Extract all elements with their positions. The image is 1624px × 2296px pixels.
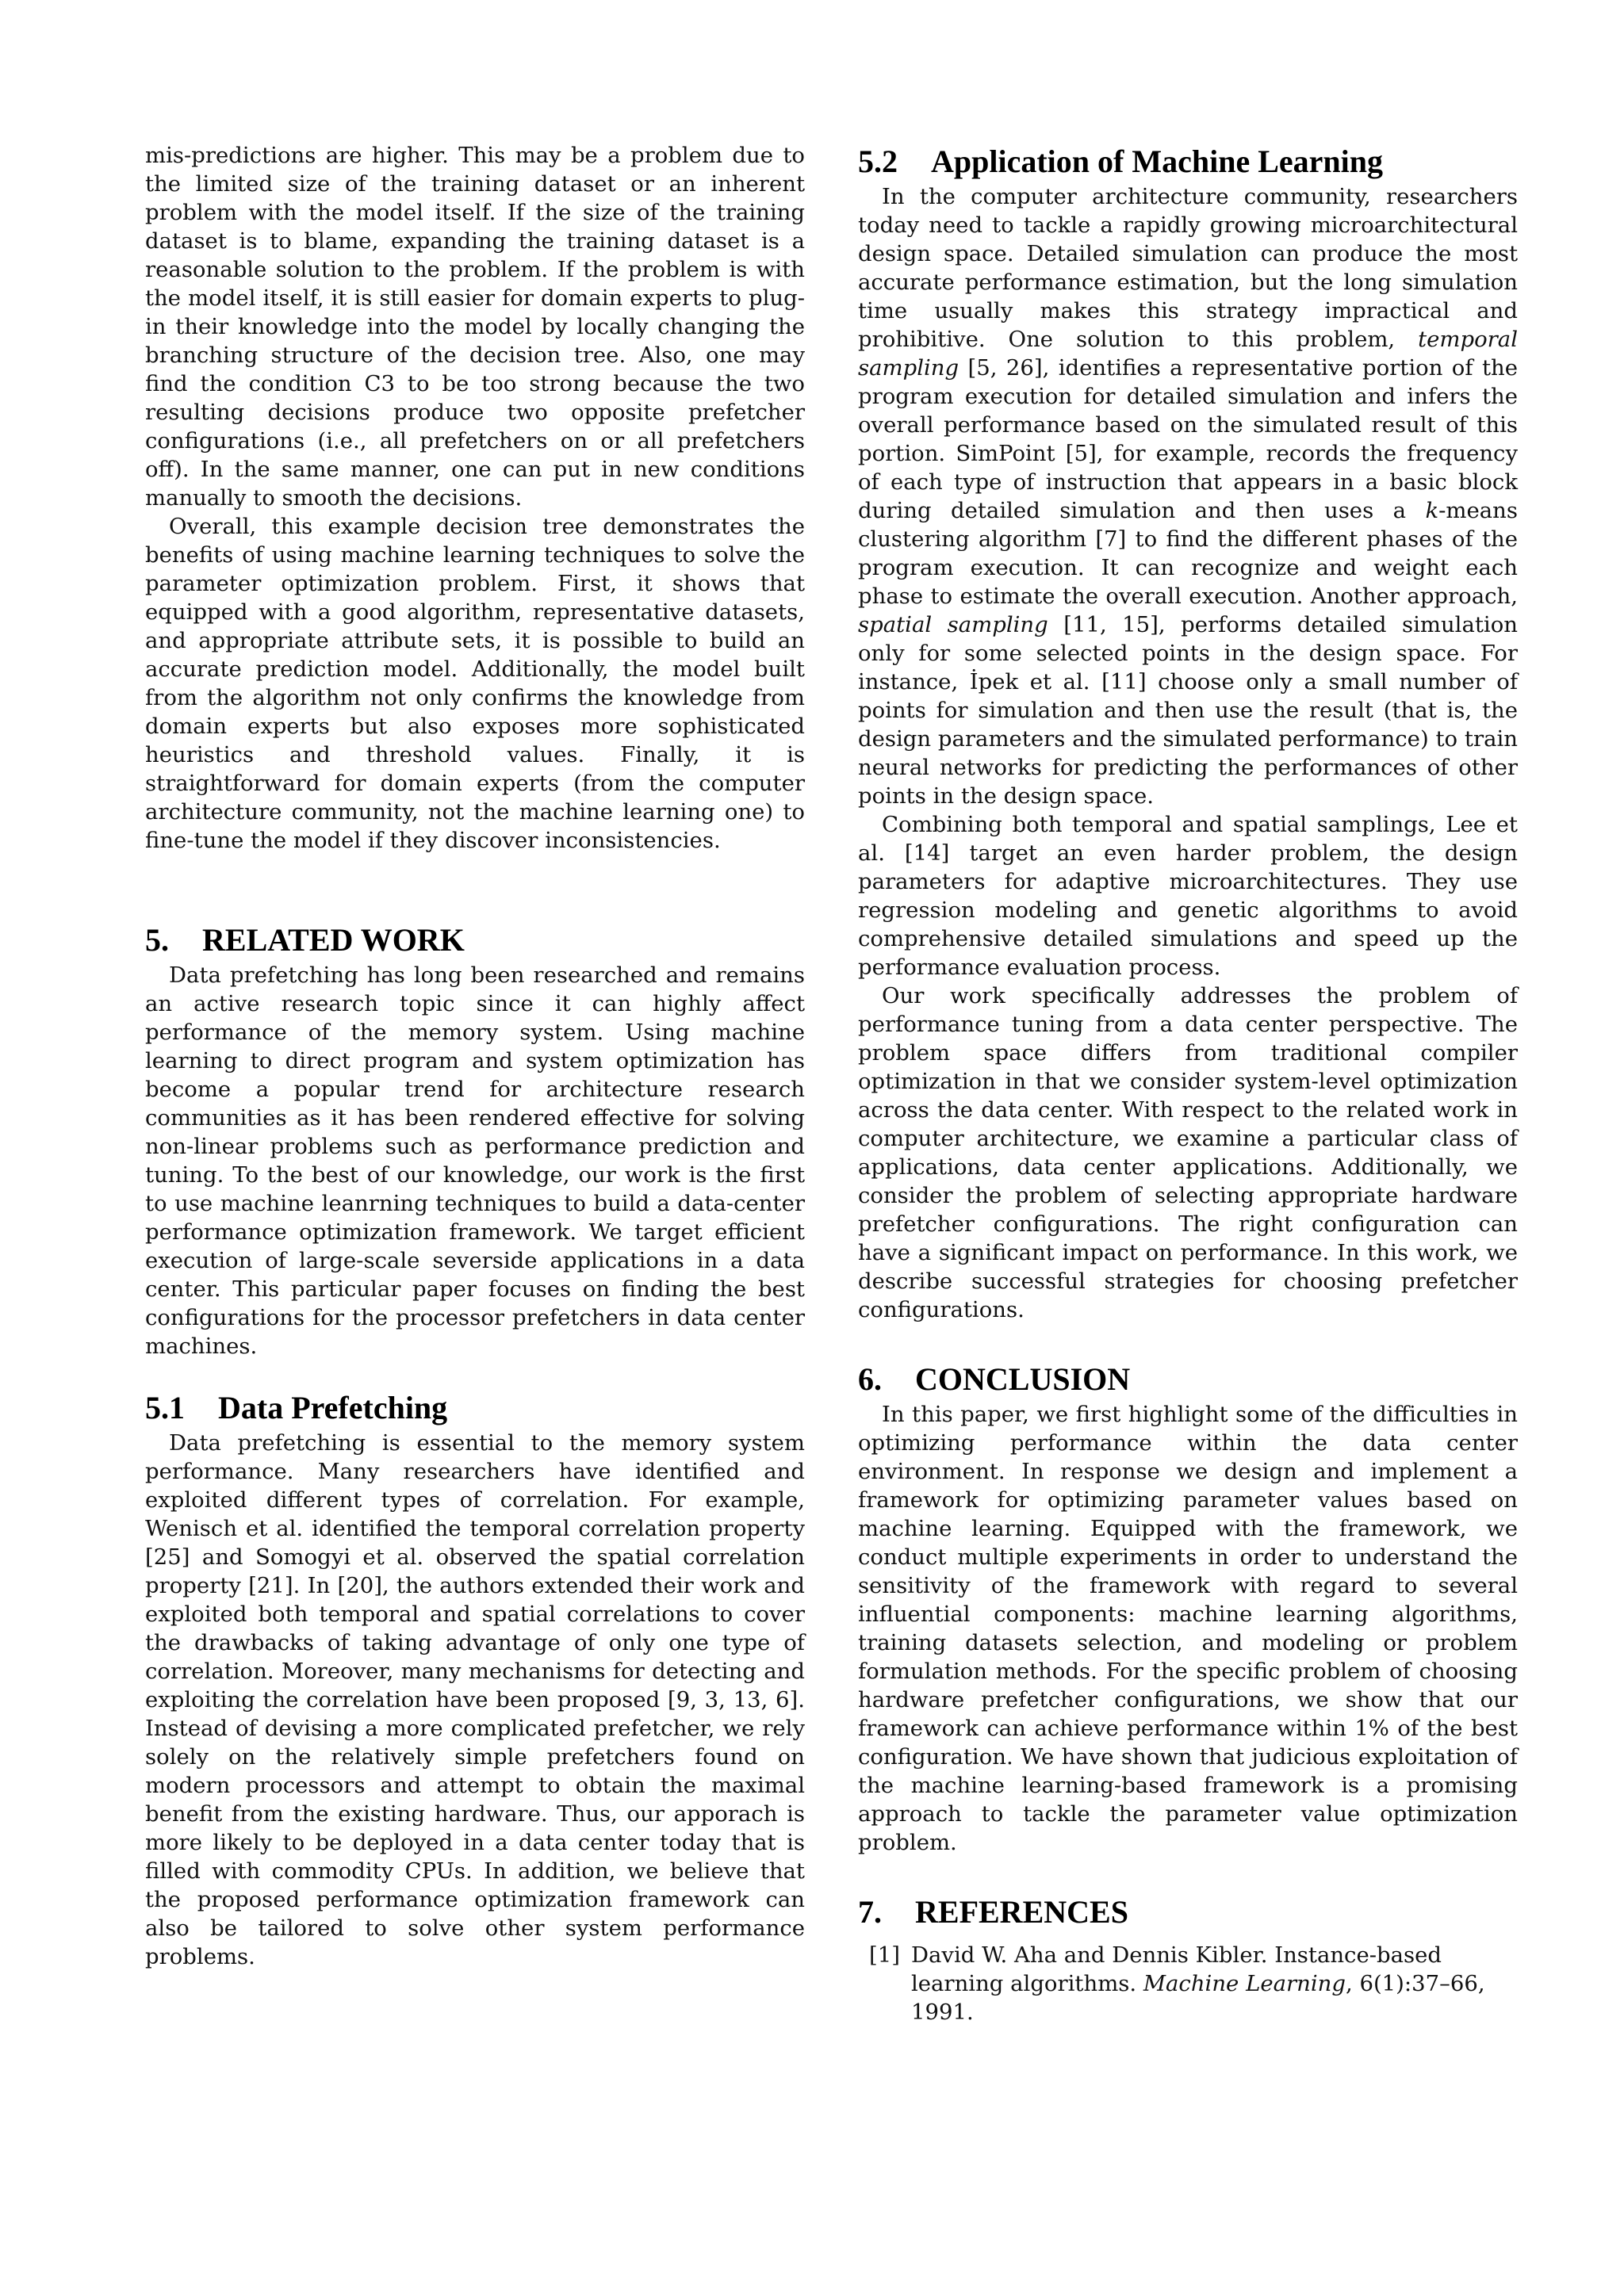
subsection-number: 5.2 xyxy=(858,144,898,179)
left-column xyxy=(145,141,805,1971)
subsection-heading-data-prefetching xyxy=(145,1391,805,1425)
section-number: 7. xyxy=(858,1894,882,1930)
section-heading-conclusion xyxy=(858,1362,1518,1397)
section-title: REFERENCES xyxy=(915,1894,1128,1930)
right-column xyxy=(858,141,1518,2026)
subsection-number: 5.1 xyxy=(145,1390,185,1425)
section-title: CONCLUSION xyxy=(915,1361,1131,1397)
section-heading-related-work xyxy=(145,923,805,958)
paragraph-continued: mis-predictions are higher. This may be a problem due to the limited size of the training dataset or an inherent problem with the model itself. If the size of the training dataset is to blame, expanding the training dataset is a reasonable solution to the problem. If the problem is with the model itself, it is still easier for domain experts to plug-in their knowledge into the model by locally changing the branching structure of the decision tree. Also, one may find the condition C3 to be too strong because the two resulting decisions produce two opposite prefetcher configurations (i.e., all prefetchers on or all prefetchers off). In the same manner, one can put in new conditions manually to smooth the decisions. xyxy=(145,143,805,511)
paragraph-ml-application-2: Combining both temporal and spatial samplings, Lee et al. [14] target an even harder problem, the design parameters for adaptive microarchitectures. They use regression modeling and genetic algorithms to avoid comprehensive detailed simulations and speed up the performance evaluation process. xyxy=(858,812,1518,980)
paragraph-overall: Overall, this example decision tree demonstrates the benefits of using machine learning techniques to solve the parameter optimization problem. First, it shows that equipped with a good algorithm, representative datasets, and appropriate attribute sets, it is possible to build an accurate prediction model. Additionally, the model built from the algorithm not only confirms the knowledge from domain experts but also exposes more sophisticated heuristics and threshold values. Finally, it is straightforward for domain experts (from the computer architecture community, not the machine learning one) to fine-tune the model if they discover inconsistencies. xyxy=(145,514,805,853)
section-title: RELATED WORK xyxy=(202,922,465,958)
reference-item xyxy=(869,1941,1518,2026)
subsection-title: Application of Machine Learning xyxy=(931,144,1384,179)
paragraph-related-work: Data prefetching has long been researched and remains an active research topic since it can highly affect performance of the memory system. Using machine learning to direct program and system optimization has become a popular trend for architecture research communities as it has been rendered effective for solving non-linear problems such as performance prediction and tuning. To the best of our knowledge, our work is the first to use machine leanrning techniques to build a data-center performance optimization framework. We target efficient execution of large-scale severside applications in a data center. This particular paper focuses on finding the best configurations for the processor prefetchers in data center machines. xyxy=(145,962,805,1359)
subsection-title: Data Prefetching xyxy=(218,1390,448,1425)
paragraph-conclusion: In this paper, we first highlight some of the difficulties in optimizing performance within the data center environment. In response we design and implement a framework for optimizing parameter values based on machine learning. Equipped with the framework, we conduct multiple experiments in order to understand the sensitivity of the framework with regard to several influential components: machine learning algorithms, training datasets selection, and modeling or problem formulation methods. For the specific problem of choosing hardware prefetcher configurations, we show that our framework can achieve performance within 1% of the best configuration. We have shown that judicious exploitation of the machine learning-based framework is a promising approach to tackle the parameter value optimization problem. xyxy=(858,1402,1518,1855)
section-heading-references xyxy=(858,1895,1518,1930)
reference-label: [1] xyxy=(869,1942,900,1968)
paragraph-ml-application-1: In the computer architecture community, researchers today need to tackle a rapidly growing microarchitectural design space. Detailed simulation can produce the most accurate performance estimation, but the long simulation time usually makes this strategy impractical and prohibitive. One solution to this problem, temporal sampling [5, 26], identifies a representative portion of the program execution for detailed simulation and infers the overall performance based on the simulated result of this portion. SimPoint [5], for example, records the frequency of each type of instruction that appears in a basic block during detailed simulation and then uses a k-means clustering algorithm [7] to find the different phases of the program execution. It can recognize and weight each phase to estimate the overall execution. Another approach, spatial sampling [11, 15], performs detailed simulation only for some selected points in the design space. For instance, İpek et al. [11] choose only a small number of points for simulation and then use the result (that is, the design parameters and the simulated performance) to train neural networks for predicting the performances of other points in the design space. xyxy=(858,184,1518,809)
section-number: 6. xyxy=(858,1361,882,1397)
reference-text: David W. Aha and Dennis Kibler. Instance-based learning algorithms. Machine Learning, 6(1):37–66, 1991. xyxy=(910,1942,1485,2025)
paragraph-data-prefetching: Data prefetching is essential to the memory system performance. Many researchers have identified and exploited different types of correlation. For example, Wenisch et al. identified the temporal correlation property [25] and Somogyi et al. observed the spatial correlation property [21]. In [20], the authors extended their work and exploited both temporal and spatial correlations to cover the drawbacks of taking advantage of only one type of correlation. Moreover, many mechanisms for detecting and exploiting the correlation have been proposed [9, 3, 13, 6]. Instead of devising a more complicated prefetcher, we rely solely on the relatively simple prefetchers found on modern processors and attempt to obtain the maximal benefit from the existing hardware. Thus, our apporach is more likely to be deployed in a data center today that is filled with commodity CPUs. In addition, we believe that the proposed performance optimization framework can also be tailored to solve other system performance problems. xyxy=(145,1430,805,1969)
subsection-heading-ml-application xyxy=(858,144,1518,179)
section-number: 5. xyxy=(145,922,169,958)
paragraph-ml-application-3: Our work specifically addresses the problem of performance tuning from a data center perspective. The problem space differs from traditional compiler optimization in that we consider system-level optimization across the data center. With respect to the related work in computer architecture, we examine a particular class of applications, data center applications. Additionally, we consider the problem of selecting appropriate hardware prefetcher configurations. The right configuration can have a significant impact on performance. In this work, we describe successful strategies for choosing prefetcher configurations. xyxy=(858,983,1518,1322)
